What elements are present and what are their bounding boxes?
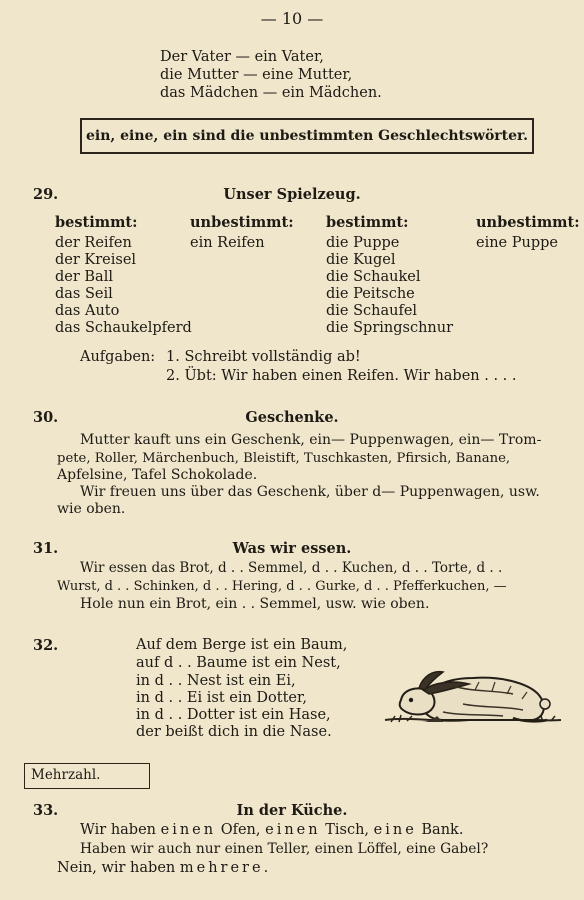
word-item: die Puppe bbox=[326, 235, 400, 251]
intro-line: die Mutter — eine Mutter, bbox=[160, 67, 353, 83]
poem-line: in d . . Nest ist ein Ei, bbox=[136, 673, 296, 689]
section-number: 32. bbox=[33, 637, 59, 654]
section-title: In der Küche. bbox=[236, 802, 348, 819]
poem-line: Auf dem Berge ist ein Baum, bbox=[136, 637, 348, 653]
column-header-bestimmt: bestimmt: bbox=[326, 214, 409, 231]
text-segment: Wir haben bbox=[80, 822, 161, 838]
text-line: Hole nun ein Brot, ein . . Semmel, usw. wie oben. bbox=[80, 596, 430, 612]
task-line: 1. Schreibt vollständig ab! bbox=[166, 349, 361, 365]
section-title: Was wir essen. bbox=[232, 540, 352, 557]
word-item: die Springschnur bbox=[326, 320, 454, 336]
tasks-label: Aufgaben: bbox=[80, 349, 156, 365]
word-item: die Schaukel bbox=[326, 269, 421, 285]
column-header-unbestimmt: unbestimmt: bbox=[190, 214, 294, 231]
rabbit-illustration bbox=[383, 664, 563, 730]
text-line: Mutter kauft uns ein Geschenk, ein— Puppenwagen, ein— Trom- bbox=[80, 432, 542, 448]
section-title: Geschenke. bbox=[245, 409, 339, 426]
word-item: die Schaufel bbox=[326, 303, 418, 319]
word-item: eine Puppe bbox=[476, 235, 558, 251]
text-line bbox=[80, 822, 463, 839]
section-title: Unser Spielzeug. bbox=[223, 186, 361, 203]
task-line: 2. Übt: Wir haben einen Reifen. Wir haben . . . . bbox=[166, 368, 517, 384]
text-line: Wir freuen uns über das Geschenk, über d— Puppenwagen, usw. bbox=[80, 484, 540, 500]
section-number: 30. bbox=[33, 409, 59, 426]
page-number: — 10 — bbox=[260, 9, 324, 28]
text-line: Wir essen das Brot, d . . Semmel, d . . Kuchen, d . . Torte, d . . bbox=[80, 560, 503, 576]
text-line: wie oben. bbox=[57, 501, 126, 517]
poem-line: auf d . . Baume ist ein Nest, bbox=[136, 655, 341, 671]
intro-line: Der Vater — ein Vater, bbox=[160, 49, 324, 65]
word-item: das Auto bbox=[55, 303, 120, 319]
text-line: pete, Roller, Märchenbuch, Bleistift, Tuschkasten, Pfirsich, Banane, bbox=[57, 451, 511, 466]
section-number: 31. bbox=[33, 540, 59, 557]
emphasized-word: einen bbox=[265, 822, 321, 838]
poem-line: in d . . Dotter ist ein Hase, bbox=[136, 707, 331, 723]
text-line: Haben wir auch nur einen Teller, einen Löffel, eine Gabel? bbox=[80, 841, 489, 857]
word-item: das Schaukelpferd bbox=[55, 320, 192, 336]
text-segment: Tisch, bbox=[320, 822, 374, 838]
word-item: der Kreisel bbox=[55, 252, 137, 268]
word-item: ein Reifen bbox=[190, 235, 265, 251]
emphasized-word: mehrere bbox=[179, 860, 264, 876]
section-number: 33. bbox=[33, 802, 59, 819]
word-item: das Seil bbox=[55, 286, 113, 302]
poem-line: der beißt dich in die Nase. bbox=[136, 724, 332, 740]
text-line: Apfelsine, Tafel Schokolade. bbox=[57, 467, 258, 483]
poem-line: in d . . Ei ist ein Dotter, bbox=[136, 690, 307, 706]
word-item: die Peitsche bbox=[326, 286, 415, 302]
word-item: der Ball bbox=[55, 269, 113, 285]
text-segment: Bank. bbox=[416, 822, 464, 838]
text-segment: Nein, wir haben bbox=[57, 860, 180, 876]
section-number: 29. bbox=[33, 186, 59, 203]
text-segment: . bbox=[263, 860, 269, 876]
intro-line: das Mädchen — ein Mädchen. bbox=[160, 85, 382, 101]
text-line: Wurst, d . . Schinken, d . . Hering, d . . Gurke, d . . Pfefferkuchen, — bbox=[57, 579, 507, 594]
text-line bbox=[57, 860, 268, 877]
plural-box: Mehrzahl. bbox=[24, 763, 150, 789]
word-item: der Reifen bbox=[55, 235, 132, 251]
rule-box: ein, eine, ein sind die unbestimmten Geschlechtswörter. bbox=[80, 118, 534, 154]
word-item: die Kugel bbox=[326, 252, 396, 268]
emphasized-word: einen bbox=[160, 822, 217, 838]
column-header-unbestimmt: unbestimmt: bbox=[476, 214, 580, 231]
emphasized-word: eine bbox=[373, 822, 417, 838]
column-header-bestimmt: bestimmt: bbox=[55, 214, 138, 231]
text-segment: Ofen, bbox=[216, 822, 266, 838]
